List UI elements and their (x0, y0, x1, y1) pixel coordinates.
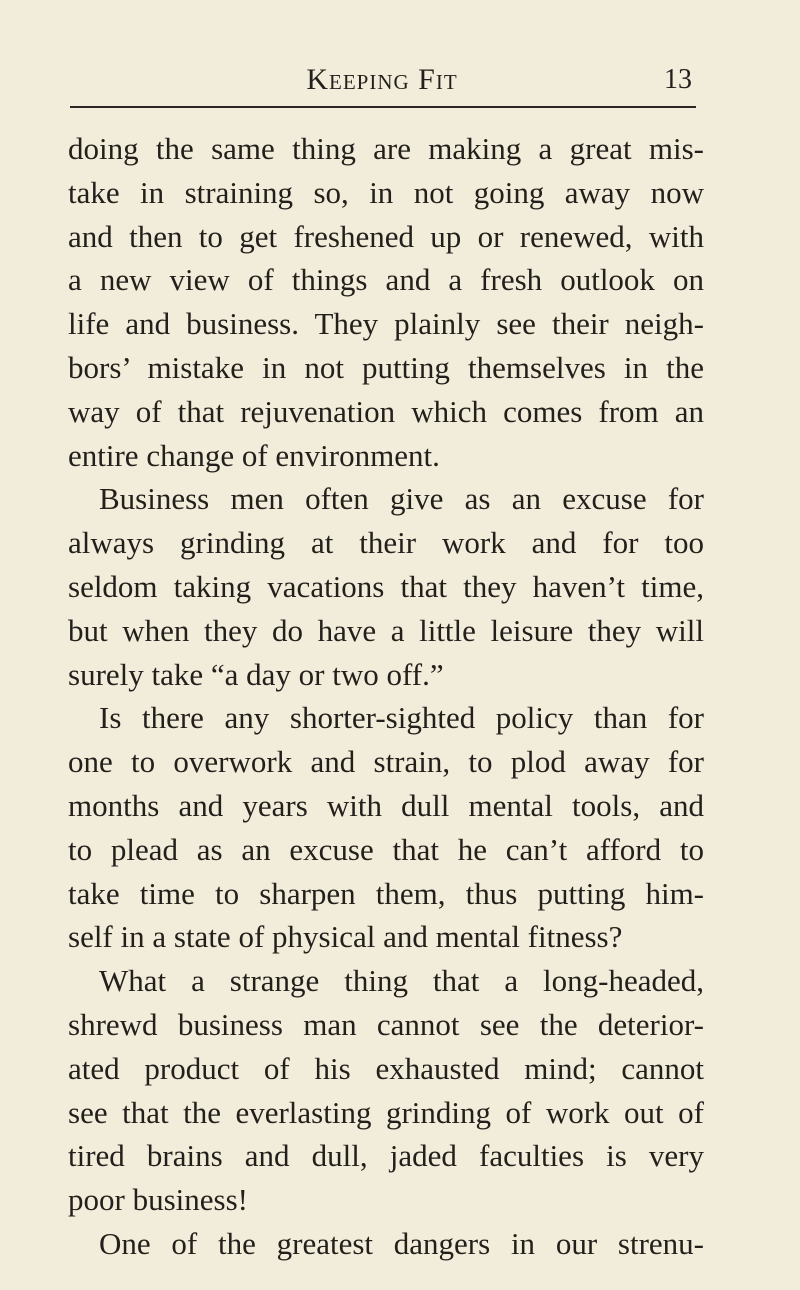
text-line: self in a state of physical and mental fitness? (68, 919, 623, 955)
text-line: take time to sharpen them, thus putting him- (68, 875, 704, 911)
text-line: doing the same thing are making a great mis- (68, 131, 704, 166)
text-line: life and business. They plainly see their neigh- (68, 306, 704, 342)
text-line: months and years with dull mental tools, and (68, 787, 704, 823)
text-line: to plead as an excuse that he can’t afford to (68, 831, 704, 867)
text-line: seldom taking vacations that they haven’t time, (68, 568, 704, 604)
text-line: One of the greatest dangers in our strenu- (99, 1225, 704, 1261)
text-line: poor business! (68, 1182, 248, 1218)
body-text (68, 127, 704, 1266)
header-rule (70, 106, 696, 108)
text-line: see that the everlasting grinding of work out of (68, 1094, 704, 1130)
running-head (68, 62, 696, 102)
text-line: entire change of environment. (68, 437, 440, 473)
text-line: way of that rejuvenation which comes from an (68, 393, 704, 429)
text-line: tired brains and dull, jaded faculties is very (68, 1138, 704, 1174)
text-line: shrewd business man cannot see the deterior- (68, 1006, 704, 1042)
text-line: Business men often give as an excuse for (99, 481, 704, 517)
text-line: a new view of things and a fresh outlook on (68, 262, 704, 298)
page-number: 13 (664, 64, 692, 95)
text-line: bors’ mistake in not putting themselves in the (68, 349, 704, 385)
text-line: and then to get freshened up or renewed, with (68, 218, 704, 254)
running-title: Keeping Fit (306, 63, 458, 96)
text-line: What a strange thing that a long-headed, (99, 963, 704, 999)
text-line: Is there any shorter-sighted policy than for (99, 700, 704, 736)
text-line: take in straining so, in not going away now (68, 174, 704, 210)
text-line: always grinding at their work and for too (68, 525, 704, 561)
text-line: but when they do have a little leisure they will (68, 612, 704, 648)
text-line: one to overwork and strain, to plod away for (68, 744, 704, 780)
text-line: surely take “a day or two off.” (68, 656, 444, 692)
text-line: ated product of his exhausted mind; cannot (68, 1050, 704, 1086)
